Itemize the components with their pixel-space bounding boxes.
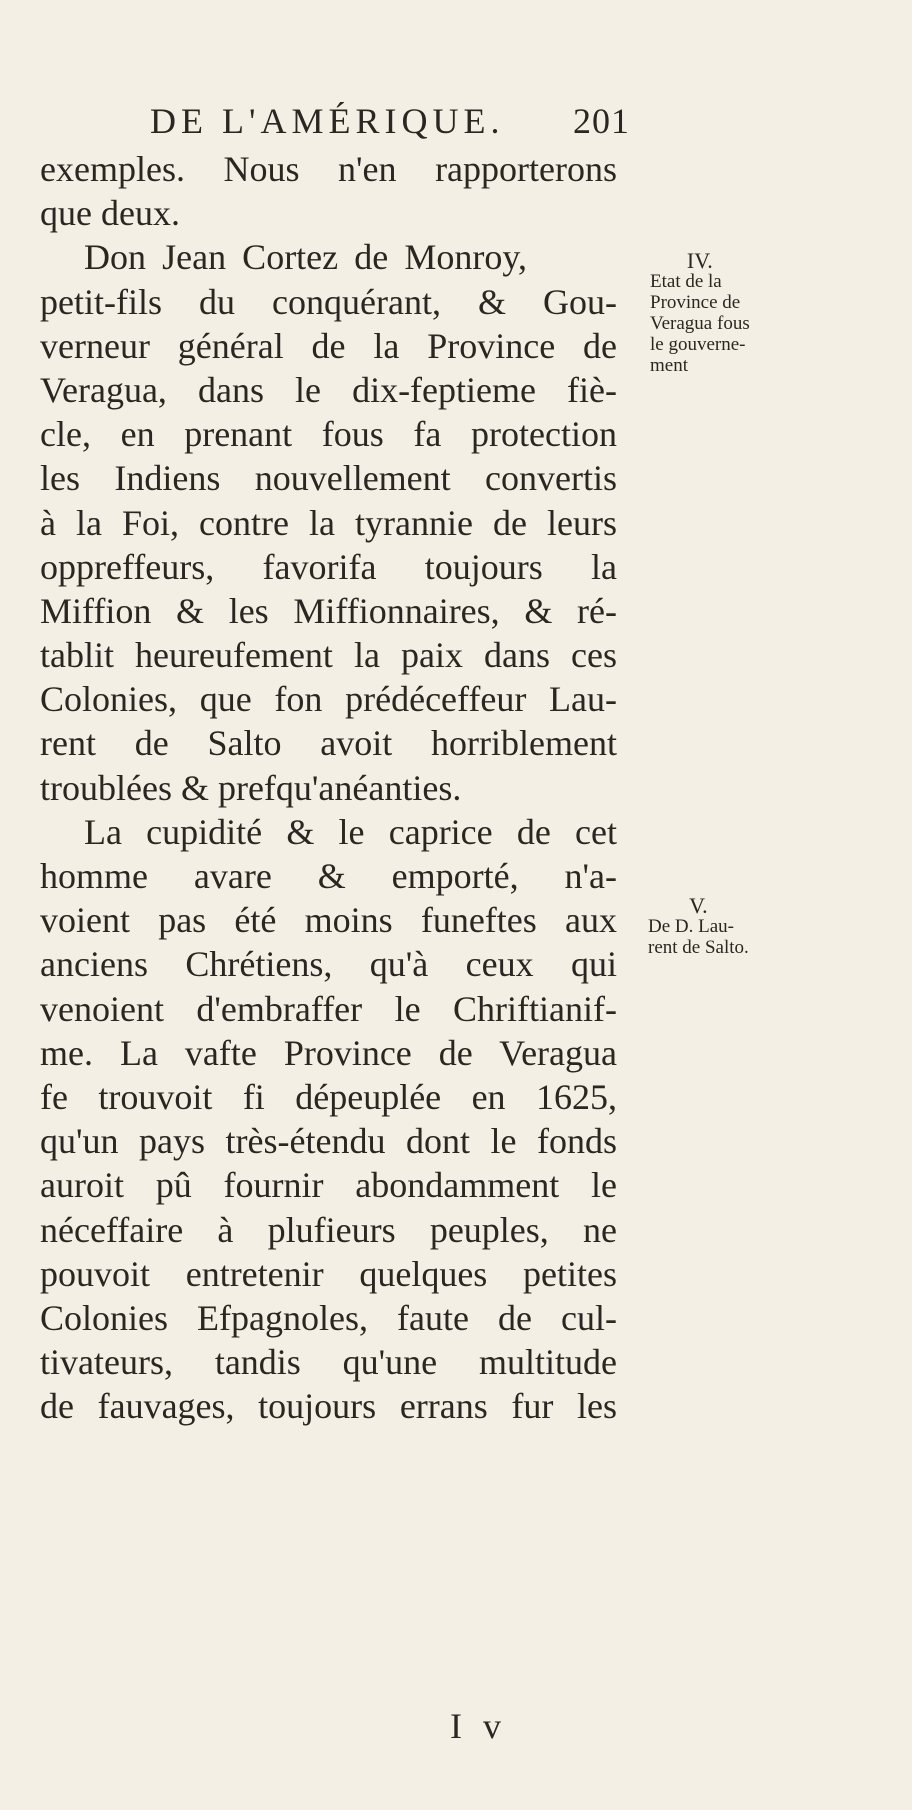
margin-note-line: ment bbox=[650, 355, 688, 376]
margin-note-line: Province de bbox=[650, 292, 741, 313]
body-line: anciens Chrétiens, qu'à ceux qui bbox=[40, 944, 617, 985]
body-line: me. La vafte Province de Veragua bbox=[40, 1032, 617, 1073]
body-line: Miffion & les Miffionnaires, & ré- bbox=[40, 590, 617, 631]
body-line: qu'un pays très-étendu dont le fonds bbox=[40, 1121, 617, 1162]
body-line: verneur général de la Province de bbox=[40, 325, 617, 366]
margin-note-number: V. bbox=[689, 893, 708, 918]
margin-note-v bbox=[648, 895, 749, 958]
margin-note-line: De D. Lau- bbox=[648, 916, 734, 937]
body-line: de fauvages, toujours errans fur les bbox=[40, 1386, 617, 1427]
body-line: Don Jean Cortez de Monroy, bbox=[84, 237, 527, 278]
body-line: pouvoit entretenir quelques petites bbox=[40, 1253, 617, 1294]
body-line: Veragua, dans le dix-feptieme fiè- bbox=[40, 369, 617, 410]
margin-note-line: Etat de la bbox=[650, 271, 722, 292]
body-line: voient pas été moins funeftes aux bbox=[40, 900, 617, 941]
page-number: 201 bbox=[573, 101, 630, 141]
margin-note-iv bbox=[650, 250, 750, 376]
margin-note-line: le gouverne- bbox=[650, 334, 746, 355]
body-line: tablit heureufement la paix dans ces bbox=[40, 635, 617, 676]
body-line: auroit pû fournir abondamment le bbox=[40, 1165, 617, 1206]
body-line: troublées & prefqu'anéanties. bbox=[40, 767, 462, 808]
body-line: Colonies Efpagnoles, faute de cul- bbox=[40, 1297, 617, 1338]
body-line: à la Foi, contre la tyrannie de leurs bbox=[40, 502, 617, 543]
body-line: Colonies, que fon prédéceffeur Lau- bbox=[40, 679, 617, 720]
body-line: exemples. Nous n'en rapporterons bbox=[40, 149, 617, 189]
body-line: tivateurs, tandis qu'une multitude bbox=[40, 1342, 617, 1383]
running-header bbox=[150, 100, 630, 142]
margin-note-line: rent de Salto. bbox=[648, 937, 749, 958]
body-line: les Indiens nouvellement convertis bbox=[40, 458, 617, 499]
signature-mark: I v bbox=[450, 1706, 507, 1746]
body-text bbox=[40, 147, 617, 1428]
margin-note-number: IV. bbox=[686, 248, 713, 273]
body-line: oppreffeurs, favorifa toujours la bbox=[40, 546, 617, 587]
body-line: petit-fils du conquérant, & Gou- bbox=[40, 281, 617, 322]
body-line: rent de Salto avoit horriblement bbox=[40, 723, 617, 764]
body-line: venoient d'embraffer le Chriftianif- bbox=[40, 988, 617, 1029]
body-line: La cupidité & le caprice de cet bbox=[84, 811, 617, 852]
body-line: fe trouvoit fi dépeuplée en 1625, bbox=[40, 1076, 617, 1117]
running-title: DE L'AMÉRIQUE. bbox=[150, 101, 505, 141]
body-line: que deux. bbox=[40, 193, 180, 234]
body-line: cle, en prenant fous fa protection bbox=[40, 414, 617, 455]
margin-note-line: Veragua fous bbox=[650, 313, 750, 334]
body-line: néceffaire à plufieurs peuples, ne bbox=[40, 1209, 617, 1250]
body-line: homme avare & emporté, n'a- bbox=[40, 856, 617, 896]
